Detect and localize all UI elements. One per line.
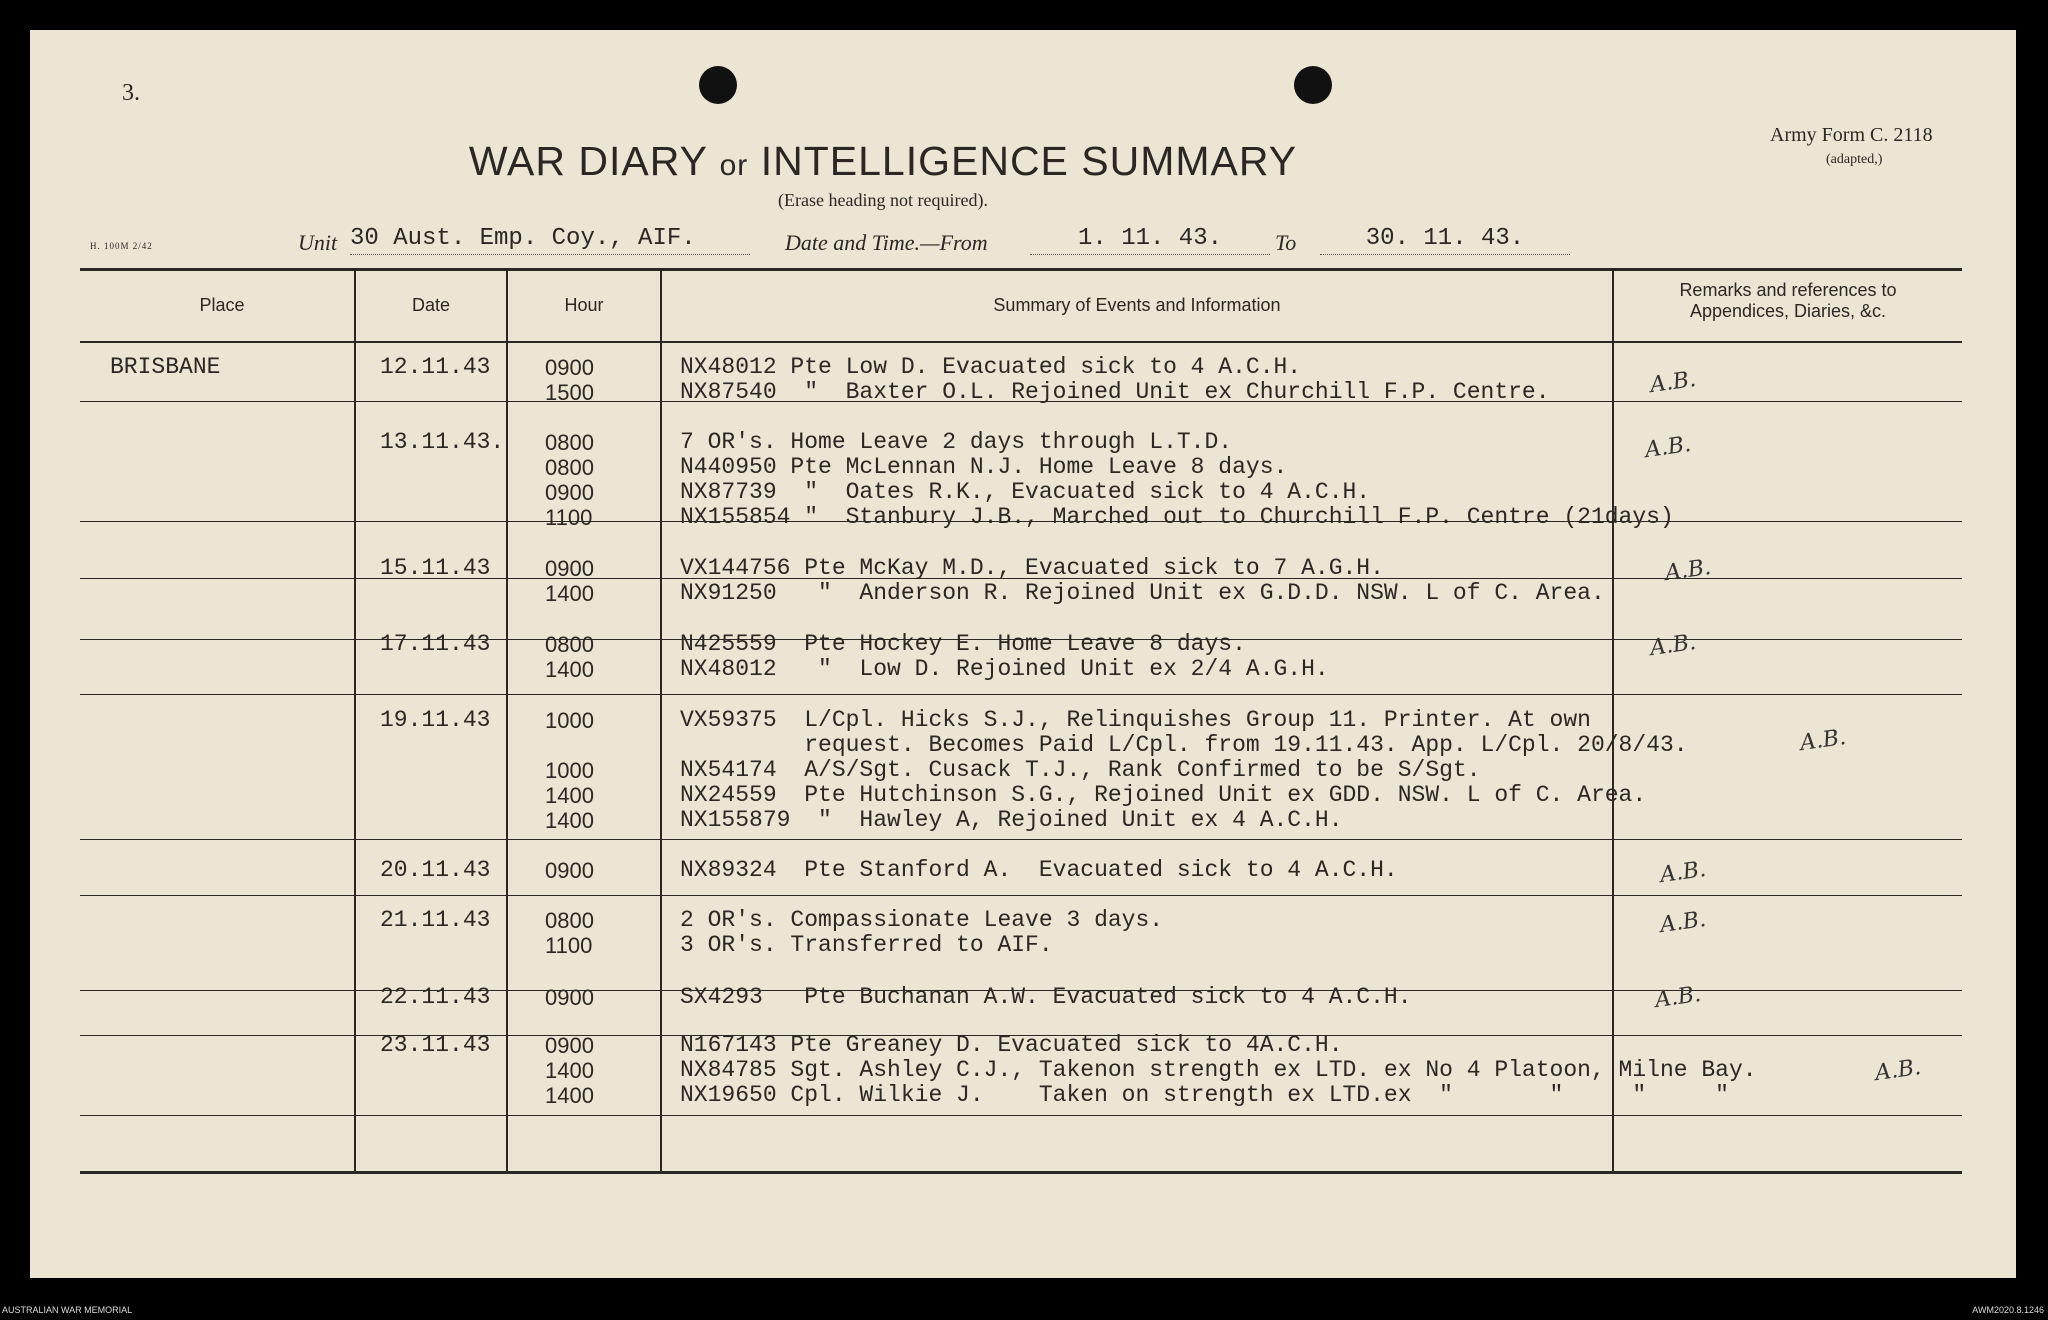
entry-hour: 0900 [545, 858, 594, 883]
form-name: Army Form C. 2118 [1770, 124, 1933, 146]
entry-date: 13.11.43. [380, 429, 505, 455]
entry-text: NX48012 Pte Low D. Evacuated sick to 4 A.C.H. [680, 354, 1302, 380]
entry-hour: 1400 [545, 1058, 594, 1083]
entry-hour: 1000 [545, 708, 594, 733]
title-right: INTELLIGENCE SUMMARY [760, 138, 1298, 184]
entry-hour: 0800 [545, 430, 594, 455]
col-head-date: Date [411, 295, 451, 315]
col-divider-hour [660, 270, 662, 1172]
col-head-hour: Hour [564, 295, 604, 315]
entry-hour: 0900 [545, 1033, 594, 1058]
entry-hour: 1400 [545, 657, 594, 682]
col-divider-place [354, 270, 356, 1172]
col-head-place: Place [199, 295, 245, 315]
footer-reference: AWM2020.8.1246 [1972, 1305, 2044, 1315]
entry-hour: 0800 [545, 908, 594, 933]
to-label: To [1275, 230, 1297, 255]
date-to: 30. 11. 43. [1320, 225, 1570, 255]
entry-hour: 0900 [545, 985, 594, 1010]
unit-label: Unit [298, 230, 338, 255]
entry-text: VX144756 Pte McKay M.D., Evacuated sick to 7 A.G.H. [680, 555, 1384, 581]
initials-mark: A.B. [1653, 981, 1703, 1014]
initials-mark: A.B. [1658, 856, 1708, 889]
entry-hour: 1400 [545, 783, 594, 808]
footer-source: AUSTRALIAN WAR MEMORIAL [2, 1305, 133, 1315]
page-number: 3. [122, 80, 140, 106]
title-left: WAR DIARY [468, 138, 708, 184]
entry-date: 17.11.43 [380, 631, 491, 657]
table-top-rule [80, 268, 1962, 271]
entry-text: request. Becomes Paid L/Cpl. from 19.11.43. App. L/Cpl. 20/8/43. [680, 732, 1688, 758]
col-head-remarks-line1: Remarks and references to [1679, 280, 1897, 300]
entry-date: 20.11.43 [380, 857, 491, 883]
entry-text: 2 OR's. Compassionate Leave 3 days. [680, 907, 1164, 933]
col-head-remarks-line2: Appendices, Diaries, &c. [1689, 301, 1887, 321]
page-title [30, 138, 1736, 185]
entry-text: NX89324 Pte Stanford A. Evacuated sick to 4 A.C.H. [680, 857, 1398, 883]
initials-mark: A.B. [1658, 906, 1708, 939]
row-rule [80, 694, 1962, 695]
header-bottom-rule [80, 341, 1962, 343]
entry-text: SX4293 Pte Buchanan A.W. Evacuated sick to 4 A.C.H. [680, 984, 1412, 1010]
diary-page [30, 30, 2016, 1278]
entry-text: NX155854 " Stanbury J.B., Marched out to Churchill F.P. Centre (21days) [680, 504, 1674, 530]
initials-mark: A.B. [1663, 554, 1713, 587]
date-label: Date and Time.—From [785, 230, 988, 255]
entry-date: 23.11.43 [380, 1032, 491, 1058]
entry-text: NX91250 " Anderson R. Rejoined Unit ex G.D.D. NSW. L of C. Area. [680, 580, 1605, 606]
punch-hole-left [699, 66, 737, 104]
entry-hour: 1400 [545, 581, 594, 606]
initials-mark: A.B. [1643, 431, 1693, 464]
row-rule [80, 895, 1962, 896]
entry-text: 3 OR's. Transferred to AIF. [680, 932, 1053, 958]
col-head-remarks [1614, 280, 1962, 322]
entry-hour: 1400 [545, 808, 594, 833]
entry-text: NX19650 Cpl. Wilkie J. Taken on strength ex LTD.ex " " " " [680, 1082, 1729, 1108]
entry-text: NX87739 " Oates R.K., Evacuated sick to 4 A.C.H. [680, 479, 1371, 505]
row-rule [80, 839, 1962, 840]
entry-hour: 1400 [545, 1083, 594, 1108]
col-divider-date [506, 270, 508, 1172]
entry-text: VX59375 L/Cpl. Hicks S.J., Relinquishes Group 11. Printer. At own [680, 707, 1591, 733]
form-adapted: (adapted,) [1826, 152, 1883, 167]
entry-hour: 0900 [545, 355, 594, 380]
form-code: H. 100M 2/42 [90, 241, 153, 251]
entry-hour: 1000 [545, 758, 594, 783]
entry-text: NX48012 " Low D. Rejoined Unit ex 2/4 A.G.H. [680, 656, 1329, 682]
entry-hour: 1100 [545, 505, 593, 530]
unit-value: 30 Aust. Emp. Coy., AIF. [350, 225, 750, 255]
entry-hour: 0800 [545, 632, 594, 657]
entry-date: 22.11.43 [380, 984, 491, 1010]
entry-hour: 1100 [545, 933, 593, 958]
initials-mark: A.B. [1798, 724, 1848, 757]
entry-text: NX84785 Sgt. Ashley C.J., Takenon strength ex LTD. ex No 4 Platoon, Milne Bay. [680, 1057, 1757, 1083]
initials-mark: A.B. [1873, 1054, 1923, 1087]
col-divider-summary [1612, 270, 1614, 1172]
entry-hour: 1500 [545, 380, 594, 405]
entry-text: NX24559 Pte Hutchinson S.G., Rejoined Unit ex GDD. NSW. L of C. Area. [680, 782, 1647, 808]
row-rule [80, 1115, 1962, 1116]
initials-mark: A.B. [1648, 629, 1698, 662]
entry-text: N440950 Pte McLennan N.J. Home Leave 8 days. [680, 454, 1288, 480]
entry-hour: 0900 [545, 480, 594, 505]
place-cell: BRISBANE [110, 354, 221, 380]
entry-text: NX54174 A/S/Sgt. Cusack T.J., Rank Confirmed to be S/Sgt. [680, 757, 1481, 783]
entry-text: NX155879 " Hawley A, Rejoined Unit ex 4 A.C.H. [680, 807, 1343, 833]
title-or: or [719, 149, 749, 182]
punch-hole-right [1294, 66, 1332, 104]
date-from: 1. 11. 43. [1030, 225, 1270, 255]
entry-hour: 0900 [545, 556, 594, 581]
entry-date: 21.11.43 [380, 907, 491, 933]
subtitle: (Erase heading not required). [778, 190, 988, 210]
entry-text: 7 OR's. Home Leave 2 days through L.T.D. [680, 429, 1233, 455]
col-head-summary: Summary of Events and Information [993, 295, 1281, 315]
entry-text: N425559 Pte Hockey E. Home Leave 8 days. [680, 631, 1246, 657]
initials-mark: A.B. [1648, 366, 1698, 399]
entry-text: N167143 Pte Greaney D. Evacuated sick to 4A.C.H. [680, 1032, 1343, 1058]
entry-text: NX87540 " Baxter O.L. Rejoined Unit ex Churchill F.P. Centre. [680, 379, 1550, 405]
entry-date: 12.11.43 [380, 354, 491, 380]
entry-date: 15.11.43 [380, 555, 491, 581]
entry-date: 19.11.43 [380, 707, 491, 733]
entry-hour: 0800 [545, 455, 594, 480]
table-bottom-rule [80, 1171, 1962, 1174]
